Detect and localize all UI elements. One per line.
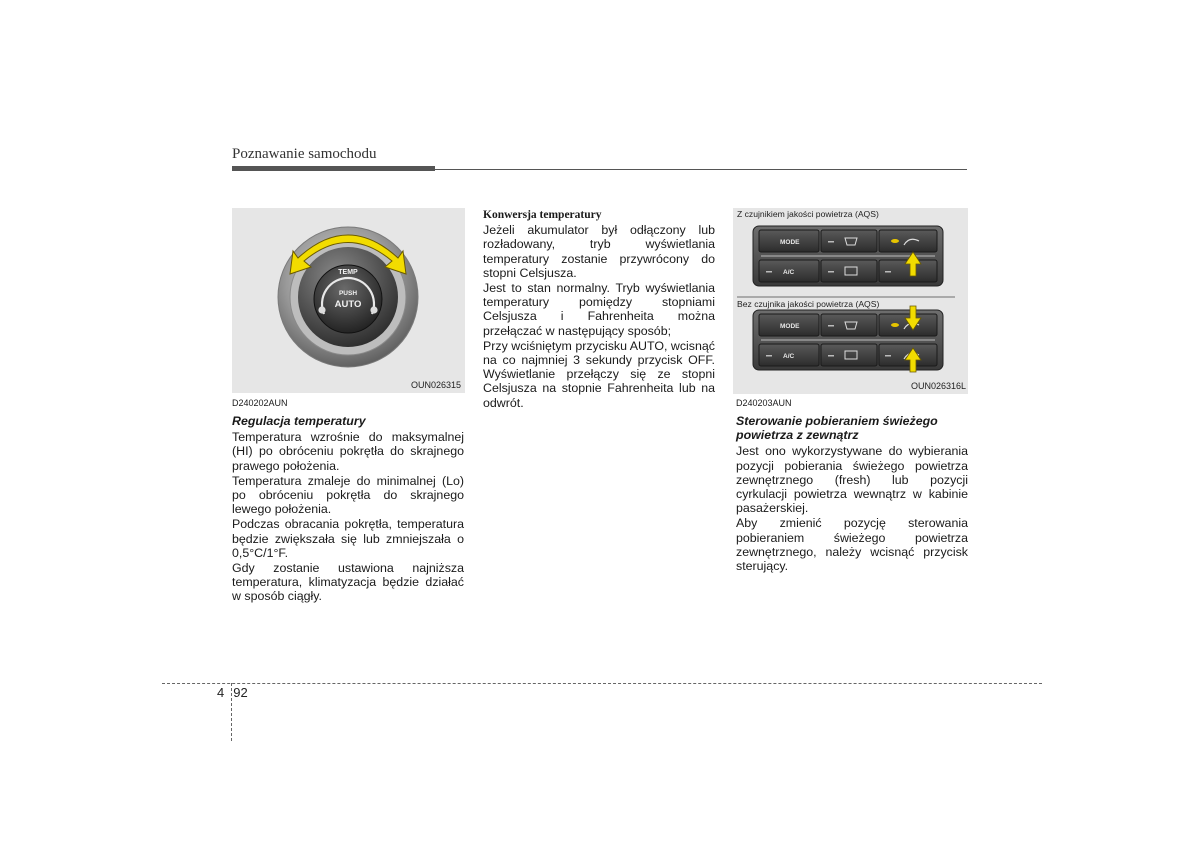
section-subheading: Konwersja temperatury — [483, 209, 602, 221]
paragraph: Jest ono wykorzystywane do wybierania pozycji pobierania świeżego powietrza zewnętrznego (fresh) lub pozycji cyrkulacji powietrza wewnątrz w kabinie pasażerskiej. — [736, 444, 968, 516]
page-number — [217, 685, 248, 700]
right-column — [736, 398, 968, 574]
header-rule-thin — [435, 169, 967, 170]
footer-rule — [162, 683, 1042, 684]
dial-push-label: PUSH — [338, 290, 358, 297]
left-column — [232, 398, 464, 605]
air-intake-panels-figure — [733, 208, 968, 394]
panel-without-aqs — [753, 306, 943, 372]
paragraph: Przy wciśniętym przycisku AUTO, wcisnąć na co najmniej 3 sekundy przycisk OFF. Wyświetlanie przełączy się ze stopni Celsjusza na stopnie Fahrenheita lub na odwrót. — [483, 338, 715, 410]
temperature-dial-illustration — [232, 208, 465, 393]
paragraph: Temperatura wzrośnie do maksymalnej (HI) po obróceniu pokrętła do skrajnego prawego położenia. — [232, 430, 464, 473]
page-number-value: 92 — [233, 685, 248, 700]
paragraph: Gdy zostanie ustawiona najniższa temperatura, klimatyzacja będzie działać w sposób ciągły. — [232, 561, 464, 604]
figure-caption-with-aqs: Z czujnikiem jakości powietrza (AQS) — [737, 209, 879, 219]
dial-auto-label: AUTO — [334, 299, 362, 310]
mode-button-label: MODE — [780, 239, 800, 246]
section-subheading: Sterowanie pobieraniem świeżego powietrza z zewnątrz — [736, 414, 938, 443]
paragraph: Aby zmienić pozycję sterowania pobieraniem świeżego powietrza zewnętrznego, należy wcisnąć przycisk sterujący. — [736, 516, 968, 574]
figure-code: OUN026316L — [910, 381, 966, 391]
header-rule-thick — [232, 166, 435, 171]
mode-button-label: MODE — [780, 323, 800, 330]
section-subheading: Regulacja temperatury — [232, 414, 366, 428]
paragraph: Jeżeli akumulator był odłączony lub rozładowany, tryb wyświetlania temperatury zostanie przywrócony do stopni Celsjusza. — [483, 223, 715, 280]
figure-code: OUN026315 — [410, 380, 461, 390]
paragraph: Podczas obracania pokrętła, temperatura będzie zwiększała się lub zmniejszała o 0,5°C/1°F. — [232, 517, 464, 560]
dial-temp-label: TEMP — [338, 269, 358, 276]
figure-caption-without-aqs: Bez czujnika jakości powietrza (AQS) — [737, 299, 880, 309]
chapter-number: 4 — [217, 685, 225, 700]
paragraph: Temperatura zmaleje do minimalnej (Lo) po obróceniu pokrętła do skrajnego lewego położenia. — [232, 473, 464, 517]
temperature-dial-figure — [232, 208, 465, 393]
reference-code: D240203AUN — [736, 398, 792, 408]
section-title: Poznawanie samochodu — [232, 146, 377, 162]
ac-button-label: A/C — [783, 353, 795, 360]
reference-code: D240202AUN — [232, 398, 288, 408]
middle-column — [483, 208, 715, 411]
paragraph: Jest to stan normalny. Tryb wyświetlania temperatury pomiędzy stopniami Celsjusza i Fahrenheita można przełączać w następujący sposób; — [483, 281, 715, 338]
ac-button-label: A/C — [783, 269, 795, 276]
panel-with-aqs — [753, 226, 943, 286]
